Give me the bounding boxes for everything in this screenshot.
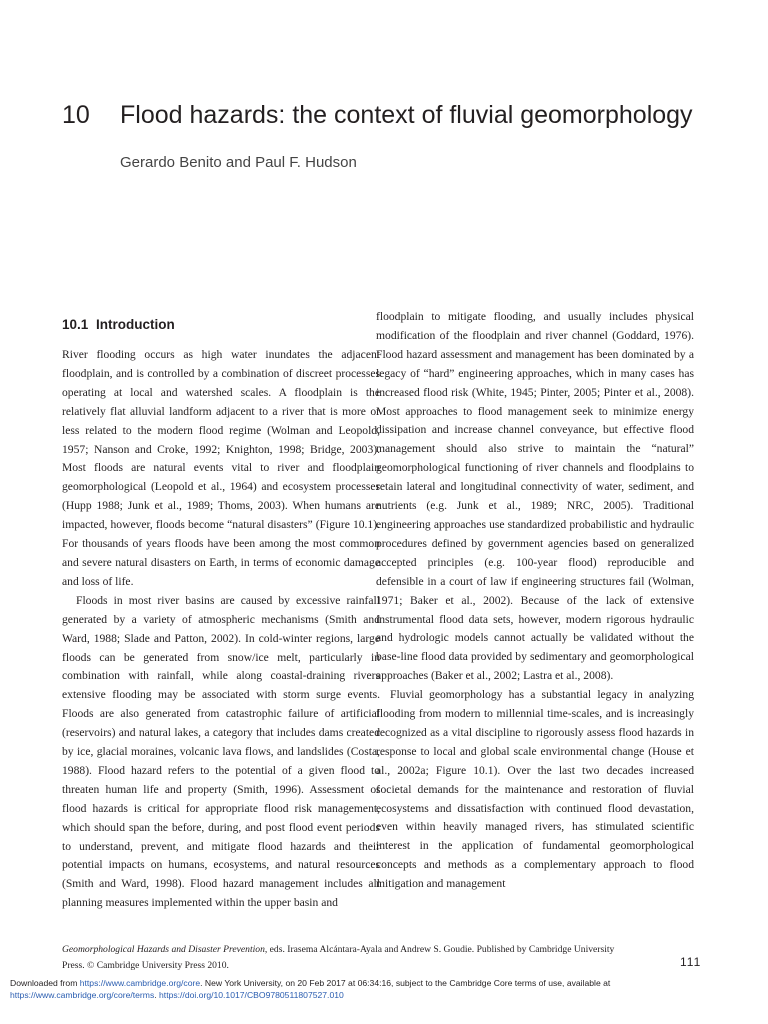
doi-link[interactable]: https://doi.org/10.1017/CBO9780511807527.010: [159, 990, 344, 1000]
chapter-header: [62, 98, 722, 173]
paragraph-intro-2: Floods in most river basins are caused by excessive rainfall generated by a variety of atmospheric mechanisms (Smith and Ward, 1988; Slade and Patton, 2002). In cold-winter regions, large floods can be generated from snow/ice melt, particularly in combination with rainfall, while along coastal-draining rivers extensive flooding may be associated with storm surge events. Floods are also generated from catastrophic failure of artificial (reservoirs) and natural lakes, a category that includes dams created by ice, glacial moraines, volcanic lava flows, and landslides (Costa, 1988). Flood hazard refers to the potential of a given flood to threaten human life and property (Smith, 1996). Assessment of flood hazards is critical for appropriate flood risk management, which should span the before, during, and post flood event periods to understand, prevent, and mitigate flood hazards and their potential impacts on humans, ecosystems, and natural resources (Smith and Ward, 1998). Flood hazard management includes all planning measures implemented within the upper basin and: [62, 593, 380, 910]
left-column: [62, 306, 380, 913]
section-heading: [62, 316, 380, 334]
book-citation: [62, 942, 622, 974]
chapter-authors: Gerardo Benito and Paul F. Hudson: [120, 154, 357, 171]
section-title: Introduction: [96, 317, 175, 332]
chapter-title-row: [62, 98, 722, 132]
download-separator: .: [154, 990, 160, 1000]
download-middle: . New York University, on 20 Feb 2017 at 06:34:16, subject to the Cambridge Core terms of use, available at: [200, 978, 611, 988]
chapter-title: Flood hazards: the context of fluvial geomorphology: [120, 101, 693, 129]
right-column: [376, 308, 694, 894]
paragraph-intro-4: Fluvial geomorphology has a substantial legacy in analyzing flooding from modern to millennial time-scales, and is increasingly recognized as a vital discipline to rigorously assess flood hazards in response to local and global scale environmental change (House et al., 2002a; Figure 10.1). Over the last two decades increased societal demands for the maintenance and restoration of fluvial ecosystems and dissatisfaction with continued flood devastation, even within heavily managed rivers, has stimulated scientific interest in the application of fundamental geomorphological concepts and methods as a complementary approach to flood mitigation and management: [376, 688, 694, 891]
paragraph-intro-1: River flooding occurs as high water inundates the adjacent floodplain, and is controlled by a combination of discreet processes operating at local and watershed scales. A floodplain is the relatively flat alluvial landform adjacent to a river that is more or less related to the modern flood regime (Wolman and Leopold, 1957; Nanson and Croke, 1992; Knighton, 1998; Bridge, 2003). Most floods are natural events vital to river and floodplain geomorphological (Leopold et al., 1964) and ecosystem processes (Hupp 1988; Junk et al., 1989; Thoms, 2003). When humans are impacted, however, floods become “natural disasters” (Figure 10.1). For thousands of years floods have been among the most common and severe natural disasters on Earth, in terms of economic damage and loss of life.: [62, 348, 380, 588]
download-notice: [10, 977, 710, 1001]
download-prefix: Downloaded from: [10, 978, 80, 988]
section-number: 10.1: [62, 317, 89, 332]
book-title: Geomorphological Hazards and Disaster Prevention: [62, 944, 265, 955]
chapter-number: 10: [62, 101, 90, 129]
core-link[interactable]: https://www.cambridge.org/core: [79, 978, 201, 988]
page-number: 111: [680, 955, 702, 969]
book-citation-text: , eds. Irasema Alcántara-Ayala and Andrew S. Goudie. Published by Cambridge University Press. © Cambridge University Press 2010.: [62, 944, 615, 971]
paragraph-intro-3: floodplain to mitigate flooding, and usually includes physical modification of the floodplain and river channel (Goddard, 1976). Flood hazard assessment and management has been dominated by a legacy of “hard” engineering approaches, which in many cases has increased flood risk (White, 1945; Pinter, 2005; Pinter et al., 2008). Most approaches to flood management seek to minimize energy dissipation and increase channel conveyance, but effective flood management should also strive to maintain the “natural” geomorphological functioning of river channels and floodplains to retain lateral and longitudinal connectivity of water, sediment, and nutrients (e.g. Junk et al., 1989; NRC, 2005). Traditional engineering approaches use standardized probabilistic and hydraulic procedures defined by government agencies based on generalized accepted principles (e.g. 100-year flood) reproducible and defensible in a court of law if engineering structures fail (Wolman, 1971; Baker et al., 2002). Because of the lack of extensive instrumental flood data sets, however, modern rigorous hydraulic and hydrologic models cannot actually be validated without the base-line flood data provided by sedimentary and geomorphological approaches (Baker et al., 2002; Lastra et al., 2008).: [376, 310, 694, 683]
terms-link[interactable]: https://www.cambridge.org/core/terms: [10, 990, 155, 1000]
